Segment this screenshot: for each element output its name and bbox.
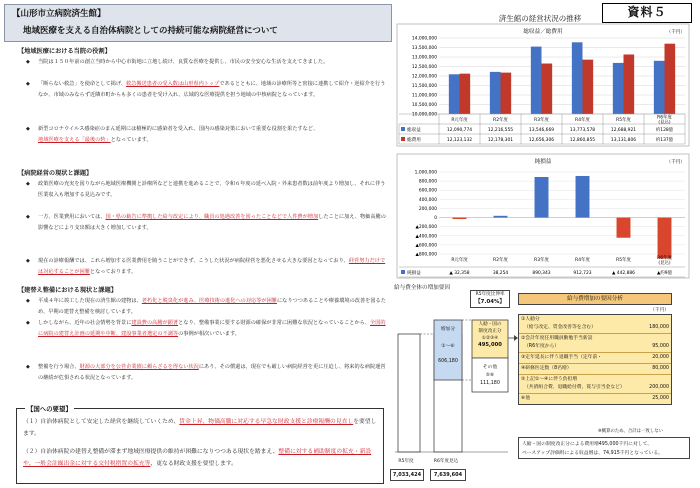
legend-swatch: [401, 137, 405, 141]
analysis-unit: （千円）: [650, 308, 670, 313]
bullet-diamond-icon: ◆: [26, 81, 30, 87]
building-text: にあり、その償還は、現在でも厳しい病院経営を更に圧迫し、将来的な病院運営の継続が危惧される状況となっています。: [38, 364, 386, 381]
bar-cost: [665, 44, 676, 114]
chart-unit: （千円）: [666, 30, 685, 35]
analysis-row-value: 95,000: [652, 344, 669, 349]
status-highlight: 経営努力だけでは対応することが困難: [38, 258, 386, 275]
y-tick-label: 1,000,000: [414, 170, 437, 176]
y-tick-label: 0: [434, 216, 437, 222]
page-title: 地域医療を支える自治体病院としての持続可能な病院経営について: [23, 26, 278, 36]
data-label: 12,216,555: [487, 128, 514, 133]
bar-net-income: [576, 176, 590, 218]
data-label: 13,131,806: [610, 138, 637, 143]
building-highlight: 建設費の高騰が顕著: [131, 320, 179, 326]
x-tick-label: (見込): [658, 120, 671, 126]
request-highlight: 整備に対する補助制度の拡充・新設や、一般会計繰出金に対する交付税措置の拡充等: [23, 449, 372, 467]
analysis-row-sub: （共済組合費、退職給付費、賞与引当金など）: [524, 385, 625, 390]
legend-label: 総収益: [407, 128, 421, 133]
bullet-diamond-icon: ◆: [26, 320, 30, 326]
analysis-note-line2: ベースアップ評価料による収益増は、74,915千円となっている。: [522, 451, 663, 456]
status-highlight: 国・県の勧告に準拠した給与改定により、職員の処遇改善を図ったことなどで人件費が増加: [105, 214, 319, 220]
data-label: 12,178,301: [487, 138, 514, 143]
y-tick-label: 10,000,000: [411, 112, 437, 118]
bar-revenue: [613, 63, 624, 114]
y-tick-label: 11,500,000: [411, 84, 437, 89]
x-tick-label: R5年度: [616, 258, 631, 263]
x-tick-label: R2年度: [493, 258, 508, 263]
other-circles: ⑤⑥: [485, 373, 495, 378]
document-badge: 資料５: [602, 3, 692, 23]
r5-label: R5年度: [398, 459, 414, 464]
bullet-diamond-icon: ◆: [26, 181, 30, 187]
status-text: 政策医療の充実を図りながら地域医療機関と診療所などと連携を進めることで、令和６年度の延べ入院・外来患者数は前年度より増加し、それに伴う医業収入も増加する見込みです。: [38, 181, 386, 198]
analysis-row-value: 180,000: [649, 325, 669, 330]
section-title-building: 【建替え整備における現状と課題】: [18, 287, 117, 294]
y-tick-label: 10,500,000: [411, 103, 437, 108]
y-tick-label: ▲400,000: [415, 234, 437, 240]
role-text: 当院は１５０年前の創立当時から中心市街地に立地し続け、良質な医療を提供し、市民の安全安心な生活を支えてきました。: [38, 59, 329, 65]
x-tick-label: R3年度: [534, 258, 549, 263]
data-label: 13,546,669: [528, 128, 555, 133]
x-tick-label: (見込): [658, 261, 671, 266]
other-label: その他: [482, 365, 498, 370]
y-tick-label: ▲200,000: [415, 225, 437, 231]
balance-chart: [395, 152, 695, 280]
building-highlight: 老朽化と脱臭化が進み、医療技術の進化への対応等が困難: [141, 298, 277, 304]
r6-label: R6年度見込: [433, 459, 459, 464]
analysis-row-label: ⑤上記①～④に伴う負担増: [521, 377, 578, 382]
data-label: 890,343: [532, 271, 551, 276]
r5-bar: [398, 334, 420, 452]
bar-cost: [460, 74, 471, 114]
building-highlight: 全国的に病院の建替え計画の延期や中断、建設事業者選定の不調等: [38, 320, 386, 337]
bar-cost: [542, 64, 553, 114]
bar-revenue: [490, 72, 501, 114]
building-highlight: 財源の大部分を公営企業債に頼らざるを得ない状況: [79, 364, 199, 370]
legend-label: 総費用: [407, 138, 421, 143]
x-tick-label: R2年度: [493, 118, 508, 123]
status-item: [26, 212, 390, 233]
analysis-footnote: ※概算のため、合計は一致しない: [598, 429, 663, 434]
legend-label: 純損益: [407, 271, 421, 276]
bullet-diamond-icon: ◆: [26, 298, 30, 304]
request-item: [23, 447, 379, 470]
y-tick-label: 200,000: [418, 206, 437, 212]
bar-net-income: [453, 218, 467, 219]
analysis-note: [518, 437, 690, 459]
analysis-row-value: 200,000: [649, 385, 669, 390]
section-title-role: 【地域医療における当院の役割】: [18, 48, 111, 55]
hospital-name: 【山形市立病院済生館】: [12, 9, 106, 19]
x-tick-label: R元年度: [451, 258, 468, 263]
growth-value: 【7.04%】: [475, 299, 505, 305]
analysis-row: [519, 334, 671, 353]
y-tick-label: ▲600,000: [415, 243, 437, 249]
bar-net-income: [617, 218, 631, 238]
chart-title: 済生館の経営状況の推移: [498, 14, 582, 23]
data-label: 12,860,855: [569, 138, 596, 143]
role-item: [26, 79, 390, 100]
r6-value: 7,639,604: [430, 469, 466, 481]
analysis-row: [519, 375, 671, 394]
role-text: であるとともに、地域の診療所等と密接に連携して紹介・逆紹介を行うなか、市域のみならず近隣市町からも多くの患者を受け入れ、広域的な医療提供を担う地域の中核病院となっています。: [38, 81, 386, 98]
data-label: 13,773,578: [569, 128, 596, 133]
bar-net-income: [535, 177, 549, 218]
role-highlight: 地域医療を支える「最後の砦」: [38, 136, 111, 143]
legend-swatch: [401, 127, 405, 131]
building-text: になりつつあることや療養環境の改善を図るため、早期の建替え整備を検討しています。: [38, 298, 386, 315]
data-label: 約137億: [655, 138, 674, 143]
data-label: ▲ 32,358: [449, 271, 470, 276]
status-text: 一方、医業費用においては、: [38, 214, 106, 220]
analysis-table: [518, 314, 672, 405]
increase-circles: ①～⑥: [441, 344, 455, 349]
building-item: [26, 362, 390, 383]
role-item: [26, 124, 390, 145]
gov-change-labels: [472, 321, 508, 349]
building-text: しかしながら、近年の社会情勢を背景に: [38, 320, 132, 326]
chart-subtitle: 総収益／総費用: [523, 29, 563, 35]
building-text: の事例が相次いでいます。: [178, 330, 240, 337]
request-text: （２）自治体病院の建替え整備が滞まず地域医療提供の維持が困難になりつつある現状を踏まえ、: [23, 449, 279, 455]
role-text: 新型コロナウイルス感染症のまん延期には積極的に感染者を受入れ、国内の感染対策において重要な役割を果たすなど、: [38, 126, 319, 132]
increase-labels: [434, 325, 462, 366]
x-tick-label: R5年度: [616, 118, 631, 123]
legend-swatch: [401, 270, 405, 274]
request-text: 、更なる財政支援を要望します。: [150, 460, 237, 467]
analysis-row-value: 20,000: [652, 355, 669, 360]
request-item: [23, 417, 379, 440]
bar-revenue: [449, 74, 460, 114]
request-highlight: 賃金上昇、物価高騰に対応する早急な財政支援と診療報酬の見直し: [179, 419, 354, 425]
analysis-row-value: 25,000: [652, 396, 669, 401]
analysis-row-label: ④研修医定数（8名増）: [521, 366, 572, 371]
bar-cost: [583, 60, 594, 114]
x-tick-label: R3年度: [534, 118, 549, 123]
status-item: [26, 179, 390, 200]
bar-net-income: [494, 216, 508, 218]
analysis-row: [519, 315, 671, 334]
building-text: 平成４年に竣工した現在の済生館の建物は、: [38, 298, 142, 304]
page-header: [4, 4, 392, 42]
status-text: となっております。: [89, 268, 137, 275]
gov-value: 495,000: [478, 342, 502, 348]
growth-label: R5年度比伸率: [475, 292, 505, 297]
bullet-diamond-icon: ◆: [26, 364, 30, 370]
section-title-status: 【病院経営の現状と課題】: [18, 170, 93, 177]
bar-cost: [624, 54, 635, 114]
analysis-row-value: 80,000: [652, 366, 669, 371]
chart-unit: （千円）: [666, 160, 685, 165]
request-text: （１）自治体病院として安定した経営を継続していくため、: [23, 419, 180, 425]
y-tick-label: ▲800,000: [415, 252, 437, 258]
bar-revenue: [531, 47, 542, 114]
y-tick-label: 12,000,000: [411, 74, 437, 80]
request-title: 【国への要望】: [27, 405, 72, 413]
bullet-diamond-icon: ◆: [26, 126, 30, 132]
analysis-row-label: ⑥他: [521, 396, 531, 401]
r5-value: 7,033,424: [390, 469, 424, 481]
data-label: 912,723: [573, 271, 592, 276]
y-tick-label: 14,000,000: [411, 36, 437, 42]
payroll-title: 給与費全体の増加要因: [394, 285, 450, 291]
status-item: [26, 256, 390, 277]
data-label: 12,688,921: [610, 128, 637, 133]
building-text: となり、整備事業に要する財源の確保が非常に困難な状況となっていることから、: [178, 320, 371, 326]
analysis-note-line1: 人勧・国の制度改正分による費用増495,000千円に対して、: [522, 442, 653, 447]
increase-label: 増加分: [440, 327, 456, 332]
gov-note-line1: 人勧・国の: [478, 322, 502, 327]
gov-note-line3: ①②③④: [481, 336, 499, 341]
x-tick-label: R6年度: [657, 115, 672, 121]
y-tick-label: 12,500,000: [411, 65, 437, 70]
building-item: [26, 296, 390, 317]
y-tick-label: 600,000: [418, 188, 437, 194]
data-label: ▲ 442,886: [612, 271, 635, 276]
analysis-row: [519, 394, 671, 404]
chart-subtitle: 純損益: [534, 159, 552, 165]
data-label: ▲約9億: [657, 271, 672, 276]
building-item: [26, 318, 390, 339]
bullet-diamond-icon: ◆: [26, 258, 30, 264]
role-highlight: 救急搬送患者の受入数は山形県内トップ: [125, 81, 220, 87]
building-text: 整備を行う場合、: [38, 364, 80, 370]
role-text: となっています。: [110, 136, 152, 143]
data-label: 12,123,132: [446, 138, 473, 143]
data-label: 約128億: [655, 128, 674, 133]
status-text: したことに加え、物価高騰の影響などにより支出額は大きく増加しています。: [38, 214, 386, 231]
bullet-diamond-icon: ◆: [26, 214, 30, 220]
role-item: [26, 57, 390, 68]
analysis-title: 給与費増加の要因分析: [518, 293, 672, 305]
x-tick-label: R4年度: [575, 118, 590, 123]
y-tick-label: 13,000,000: [411, 55, 437, 61]
status-text: 現在の診療報酬では、これら増加する医業費用を賄うことができず、こうした状況が病院経営を悪化させる大きな要因となっており、: [38, 258, 349, 264]
role-text: 「断らない救急」を使命として掲げ、: [38, 81, 126, 87]
y-tick-label: 13,500,000: [411, 46, 437, 51]
other-value: 111,180: [480, 381, 500, 386]
analysis-row: [519, 364, 671, 375]
bar-net-income: [658, 218, 672, 259]
growth-box: [470, 290, 510, 308]
data-label: 12,656,306: [528, 138, 555, 143]
request-text: を要望します。: [23, 419, 377, 437]
analysis-row: [519, 353, 671, 364]
finance-chart: [395, 22, 695, 148]
x-tick-label: R6年度: [657, 256, 672, 261]
bar-revenue: [654, 61, 665, 114]
increase-value: 606,180: [438, 359, 458, 364]
data-label: 12,090,774: [446, 128, 473, 133]
analysis-row-sub: （給与改定、賃金改善等を含む）: [524, 325, 596, 330]
y-tick-label: 800,000: [418, 179, 437, 185]
y-tick-label: 11,000,000: [411, 93, 437, 99]
x-tick-label: R元年度: [451, 118, 468, 123]
y-tick-label: 400,000: [418, 197, 437, 203]
analysis-row-sub: （R6年度から）: [524, 344, 560, 349]
analysis-row-label: ①人勧分: [521, 317, 540, 322]
other-labels: [472, 364, 508, 388]
analysis-row-label: ②会計年度任用職員勤勉手当新設: [521, 336, 593, 341]
analysis-row-label: ③定年延長に伴う退職手当（定年前・: [521, 355, 603, 360]
bullet-diamond-icon: ◆: [26, 59, 30, 65]
data-label: 38,254: [492, 271, 509, 276]
bar-revenue: [572, 42, 583, 114]
x-tick-label: R4年度: [575, 258, 590, 263]
bar-cost: [501, 73, 512, 114]
gov-note-line2: 制度改正分: [478, 329, 502, 334]
request-box: [16, 405, 384, 484]
